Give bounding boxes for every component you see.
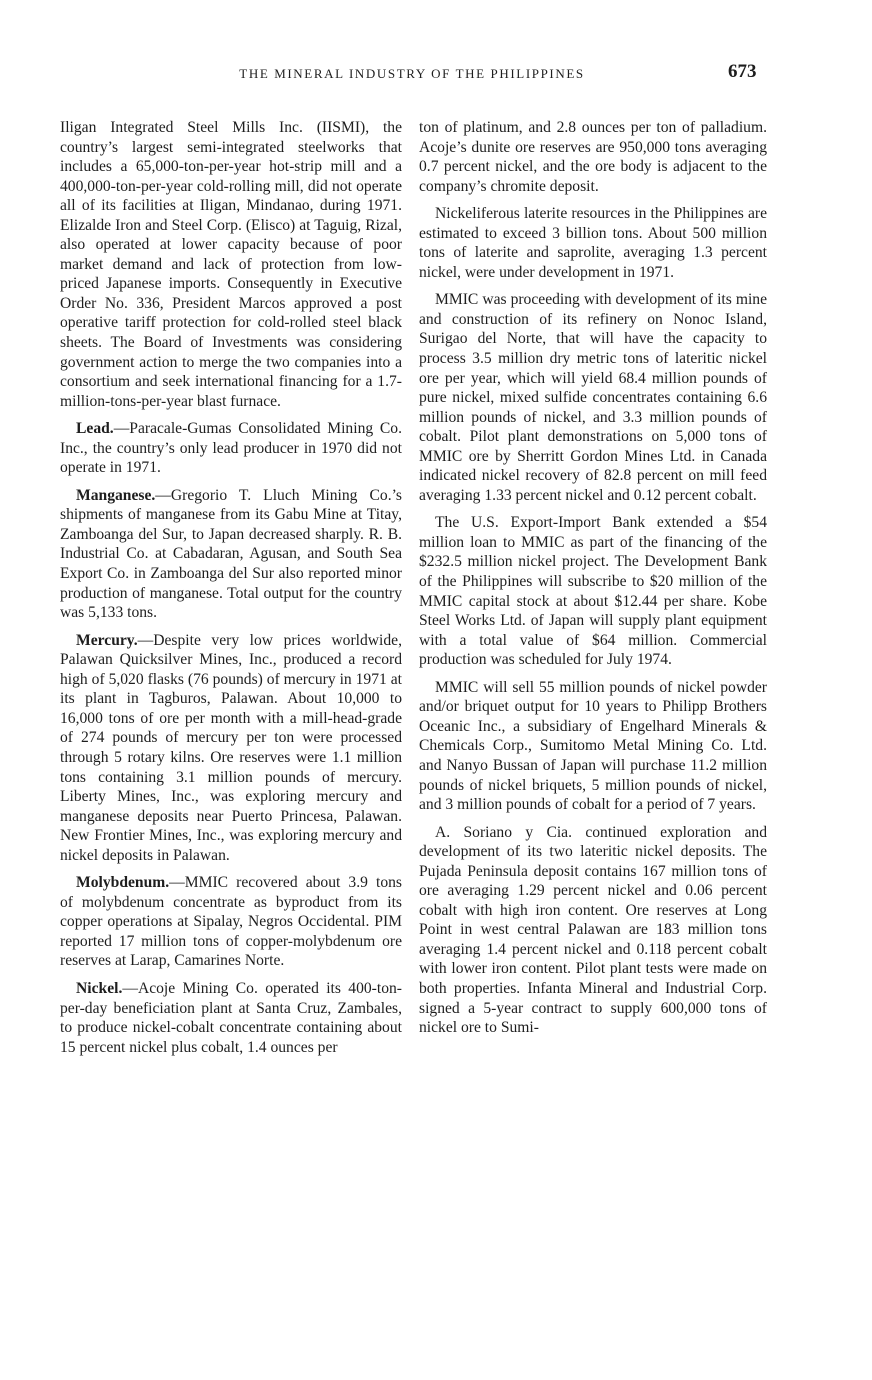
paragraph-laterite-resources: Nickeliferous laterite resources in the Philippines are estimated to exceed 3 billion tons. About 500 million tons of laterite and saprolite, averaging 1.3 percent nickel, were under development in 1971. [419,205,767,281]
running-title: THE MINERAL INDUSTRY OF THE PHILIPPINES [239,66,585,81]
mercury-text: —Despite very low prices worldwide, Palawan Quicksilver Mines, Inc., produced a record high of 5,020 flasks (76 pounds) of mercury in 1971 at its plant in Tagburos, Palawan. About 10,000 to 16,000 tons of ore per month with a mill-head-grade of 274 pounds of mercury per ton were processed through 5 rotary kilns. Ore reserves were 1.1 million tons containing 3.1 million pounds of mercury. Liberty Mines, Inc., was exploring mercury and manganese deposits near Puerto Princesa, Palawan. New Frontier Mines, Inc., was exploring mercury and nickel deposits in Palawan. [60,631,402,864]
manganese-heading: Manganese. [76,486,156,504]
mercury-heading: Mercury. [76,631,138,649]
nickel-heading: Nickel. [76,979,123,997]
molybdenum-heading: Molybdenum. [76,874,170,892]
page-number: 673 [728,61,757,82]
left-column [60,118,402,1065]
paragraph-molybdenum [60,873,402,971]
paragraph-steel: Iligan Integrated Steel Mills Inc. (IISMI), the country’s largest semi-integrated steelworks that includes a 65,000-ton-per-year hot-strip mill and a 400,000-ton-per-year cold-rolling mill, did not operate all of its facilities at Iligan, Mindanao, during 1971. Elizalde Iron and Steel Corp. (Elisco) at Taguig, Rizal, also operated at lower capacity because of poor market demand and lack of protection from low-priced Japanese imports. Consequently in Executive Order No. 336, President Marcos approved a post operative tariff protection for cold-rolled steel black sheets. The Board of Investments was considering government action to merge the two companies into a consortium and seek international financing for a 1.7-million-tons-per-year blast furnace. [60,119,402,410]
lead-heading: Lead. [76,420,114,438]
paragraph-manganese [60,486,402,623]
nickel-text: —Acoje Mining Co. operated its 400-ton-per-day beneficiation plant at Santa Cruz, Zambales, to produce nickel-cobalt concentrate containing about 15 percent nickel plus cobalt, 1.4 ounces per [60,979,402,1056]
molybdenum-text: —MMIC recovered about 3.9 tons of molybdenum concentrate as byproduct from its copper operations at Sipalay, Negros Occidental. PIM reported 17 million tons of copper-molybdenum ore reserves at Larap, Camarines Norte. [60,874,402,970]
paragraph-mmic-development: MMIC was proceeding with development of its mine and construction of its refinery on Nonoc Island, Surigao del Norte, that will have the capacity to process 3.5 million dry metric tons of lateritic nickel ore per year, which will yield 68.4 million pounds of pure nickel, mixed sulfide concentrates containing 6.6 million pounds of nickel, and 3.3 million pounds of cobalt. Pilot plant demonstrations on 5,000 tons of MMIC ore by Sherritt Gordon Mines Ltd. in Canada indicated nickel recovery of 82.8 percent on mill feed averaging 1.33 percent nickel and 0.12 percent cobalt. [419,291,767,504]
lead-text: —Paracale-Gumas Consolidated Mining Co. Inc., the country’s only lead producer in 1970 did not operate in 1971. [60,420,402,477]
paragraph-acoje-continuation: ton of platinum, and 2.8 ounces per ton of palladium. Acoje’s dunite ore reserves are 950,000 tons averaging 0.7 percent nickel, and the ore body is adjacent to the company’s chromite deposit. [419,119,767,195]
paragraph-export-import-bank: The U.S. Export-Import Bank extended a $54 million loan to MMIC as part of the financing of the $232.5 million nickel project. The Development Bank of the Philippines will subscribe to $20 million of the MMIC capital stock at about $12.44 per share. Kobe Steel Works Ltd. of Japan will supply plant equipment with a total value of $64 million. Commercial production was scheduled for July 1974. [419,514,767,669]
paragraph-soriano: A. Soriano y Cia. continued exploration and development of its two lateritic nickel deposits. The Pujada Peninsula deposit contains 167 million tons of ore averaging 1.29 percent nickel and 0.06 percent cobalt with high iron content. Ore reserves at Long Point in west central Palawan are 183 million tons averaging 1.4 percent nickel and 0.118 percent cobalt with lower iron content. Pilot plant tests were made on both properties. Infanta Mineral and Industrial Corp. signed a 5-year contract to supply 600,000 tons of nickel ore to Sumi- [419,823,767,1037]
paragraph-nickel [60,979,402,1057]
paragraph-mmic-sales: MMIC will sell 55 million pounds of nickel powder and/or briquet output for 10 years to Philipp Brothers Oceanic Inc., a subsidiary of Engelhard Minerals & Chemicals Corp., Sumitomo Metal Mining Co. Ltd. and Nanyo Bussan of Japan will purchase 11.2 million pounds of nickel briquets, 5 million pounds of nickel, and 3 million pounds of cobalt for a period of 7 years. [419,678,767,814]
manganese-text: —Gregorio T. Lluch Mining Co.’s shipments of manganese from its Gabu Mine at Titay, Zamboanga del Sur, to Japan decreased sharply. R. B. Industrial Co. at Cabadaran, Agusan, and South Sea Export Co. in Zamboanga del Sur also reported minor production of manganese. Total output for the country was 5,133 tons. [60,486,402,622]
right-column [419,118,767,1046]
paragraph-lead [60,419,402,478]
paragraph-mercury [60,631,402,866]
